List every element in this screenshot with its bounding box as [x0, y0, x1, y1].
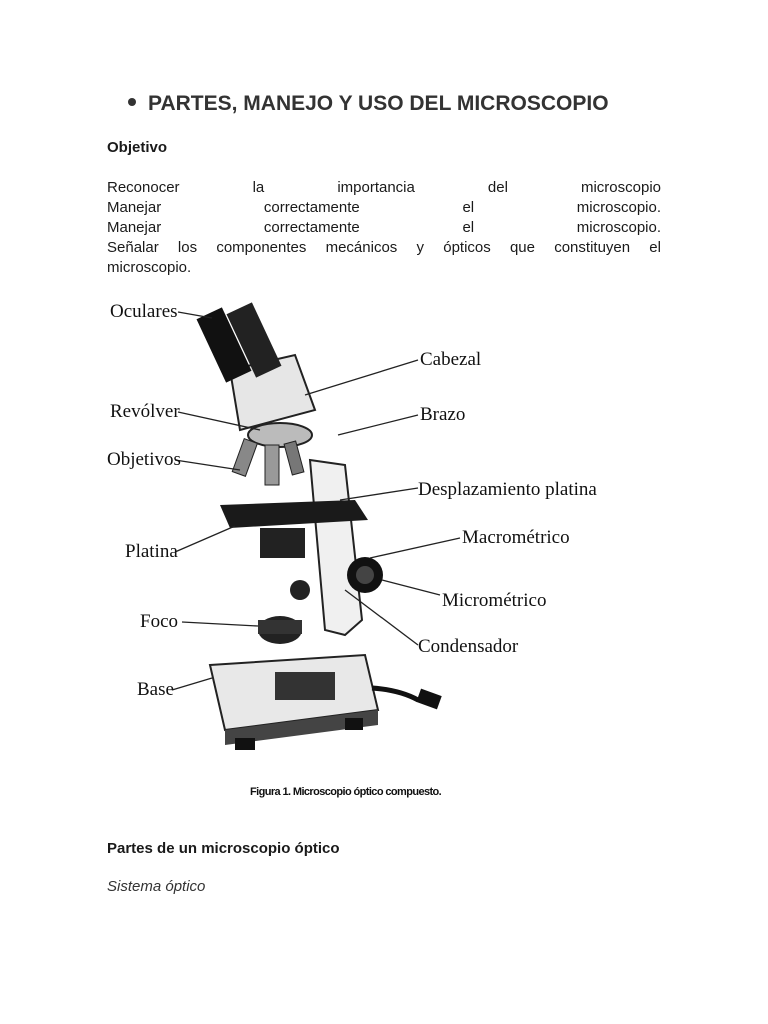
label-platina: Platina	[125, 541, 178, 562]
microscope-figure	[100, 290, 600, 770]
objetivo-line-2: Manejar correctamente el microscopio.	[107, 199, 661, 216]
label-objetivos: Objetivos	[107, 449, 181, 470]
bullet-icon	[128, 98, 136, 106]
objetivo-paragraph	[107, 178, 661, 278]
objetivo-line-5: microscopio.	[107, 259, 192, 276]
objetivo-line-4: Señalar los componentes mecánicos y ópticos que constituyen el	[107, 239, 661, 256]
figure-caption: Figura 1. Microscopio óptico compuesto.	[250, 786, 442, 798]
microscope-diagram	[100, 290, 600, 770]
objetivo-line-3: Manejar correctamente el microscopio.	[107, 219, 661, 236]
label-condensador: Condensador	[418, 636, 519, 657]
label-micrometrico: Micrométrico	[442, 590, 547, 611]
label-foco: Foco	[140, 611, 178, 632]
label-cabezal: Cabezal	[420, 349, 482, 370]
label-oculares: Oculares	[110, 301, 178, 322]
label-base: Base	[137, 679, 174, 700]
label-macrometrico: Macrométrico	[462, 527, 570, 548]
page-title-text: PARTES, MANEJO Y USO DEL MICROSCOPIO	[148, 92, 609, 115]
page-title	[128, 92, 609, 116]
label-revolver: Revólver	[110, 401, 180, 422]
objetivo-heading: Objetivo	[107, 139, 168, 156]
objetivo-line-1: Reconocer la importancia del microscopio	[107, 179, 661, 196]
label-brazo: Brazo	[420, 404, 466, 425]
sistema-optico-subheading: Sistema óptico	[107, 878, 206, 895]
partes-heading: Partes de un microscopio óptico	[107, 840, 340, 857]
label-desplazamiento-platina: Desplazamiento platina	[418, 479, 597, 500]
